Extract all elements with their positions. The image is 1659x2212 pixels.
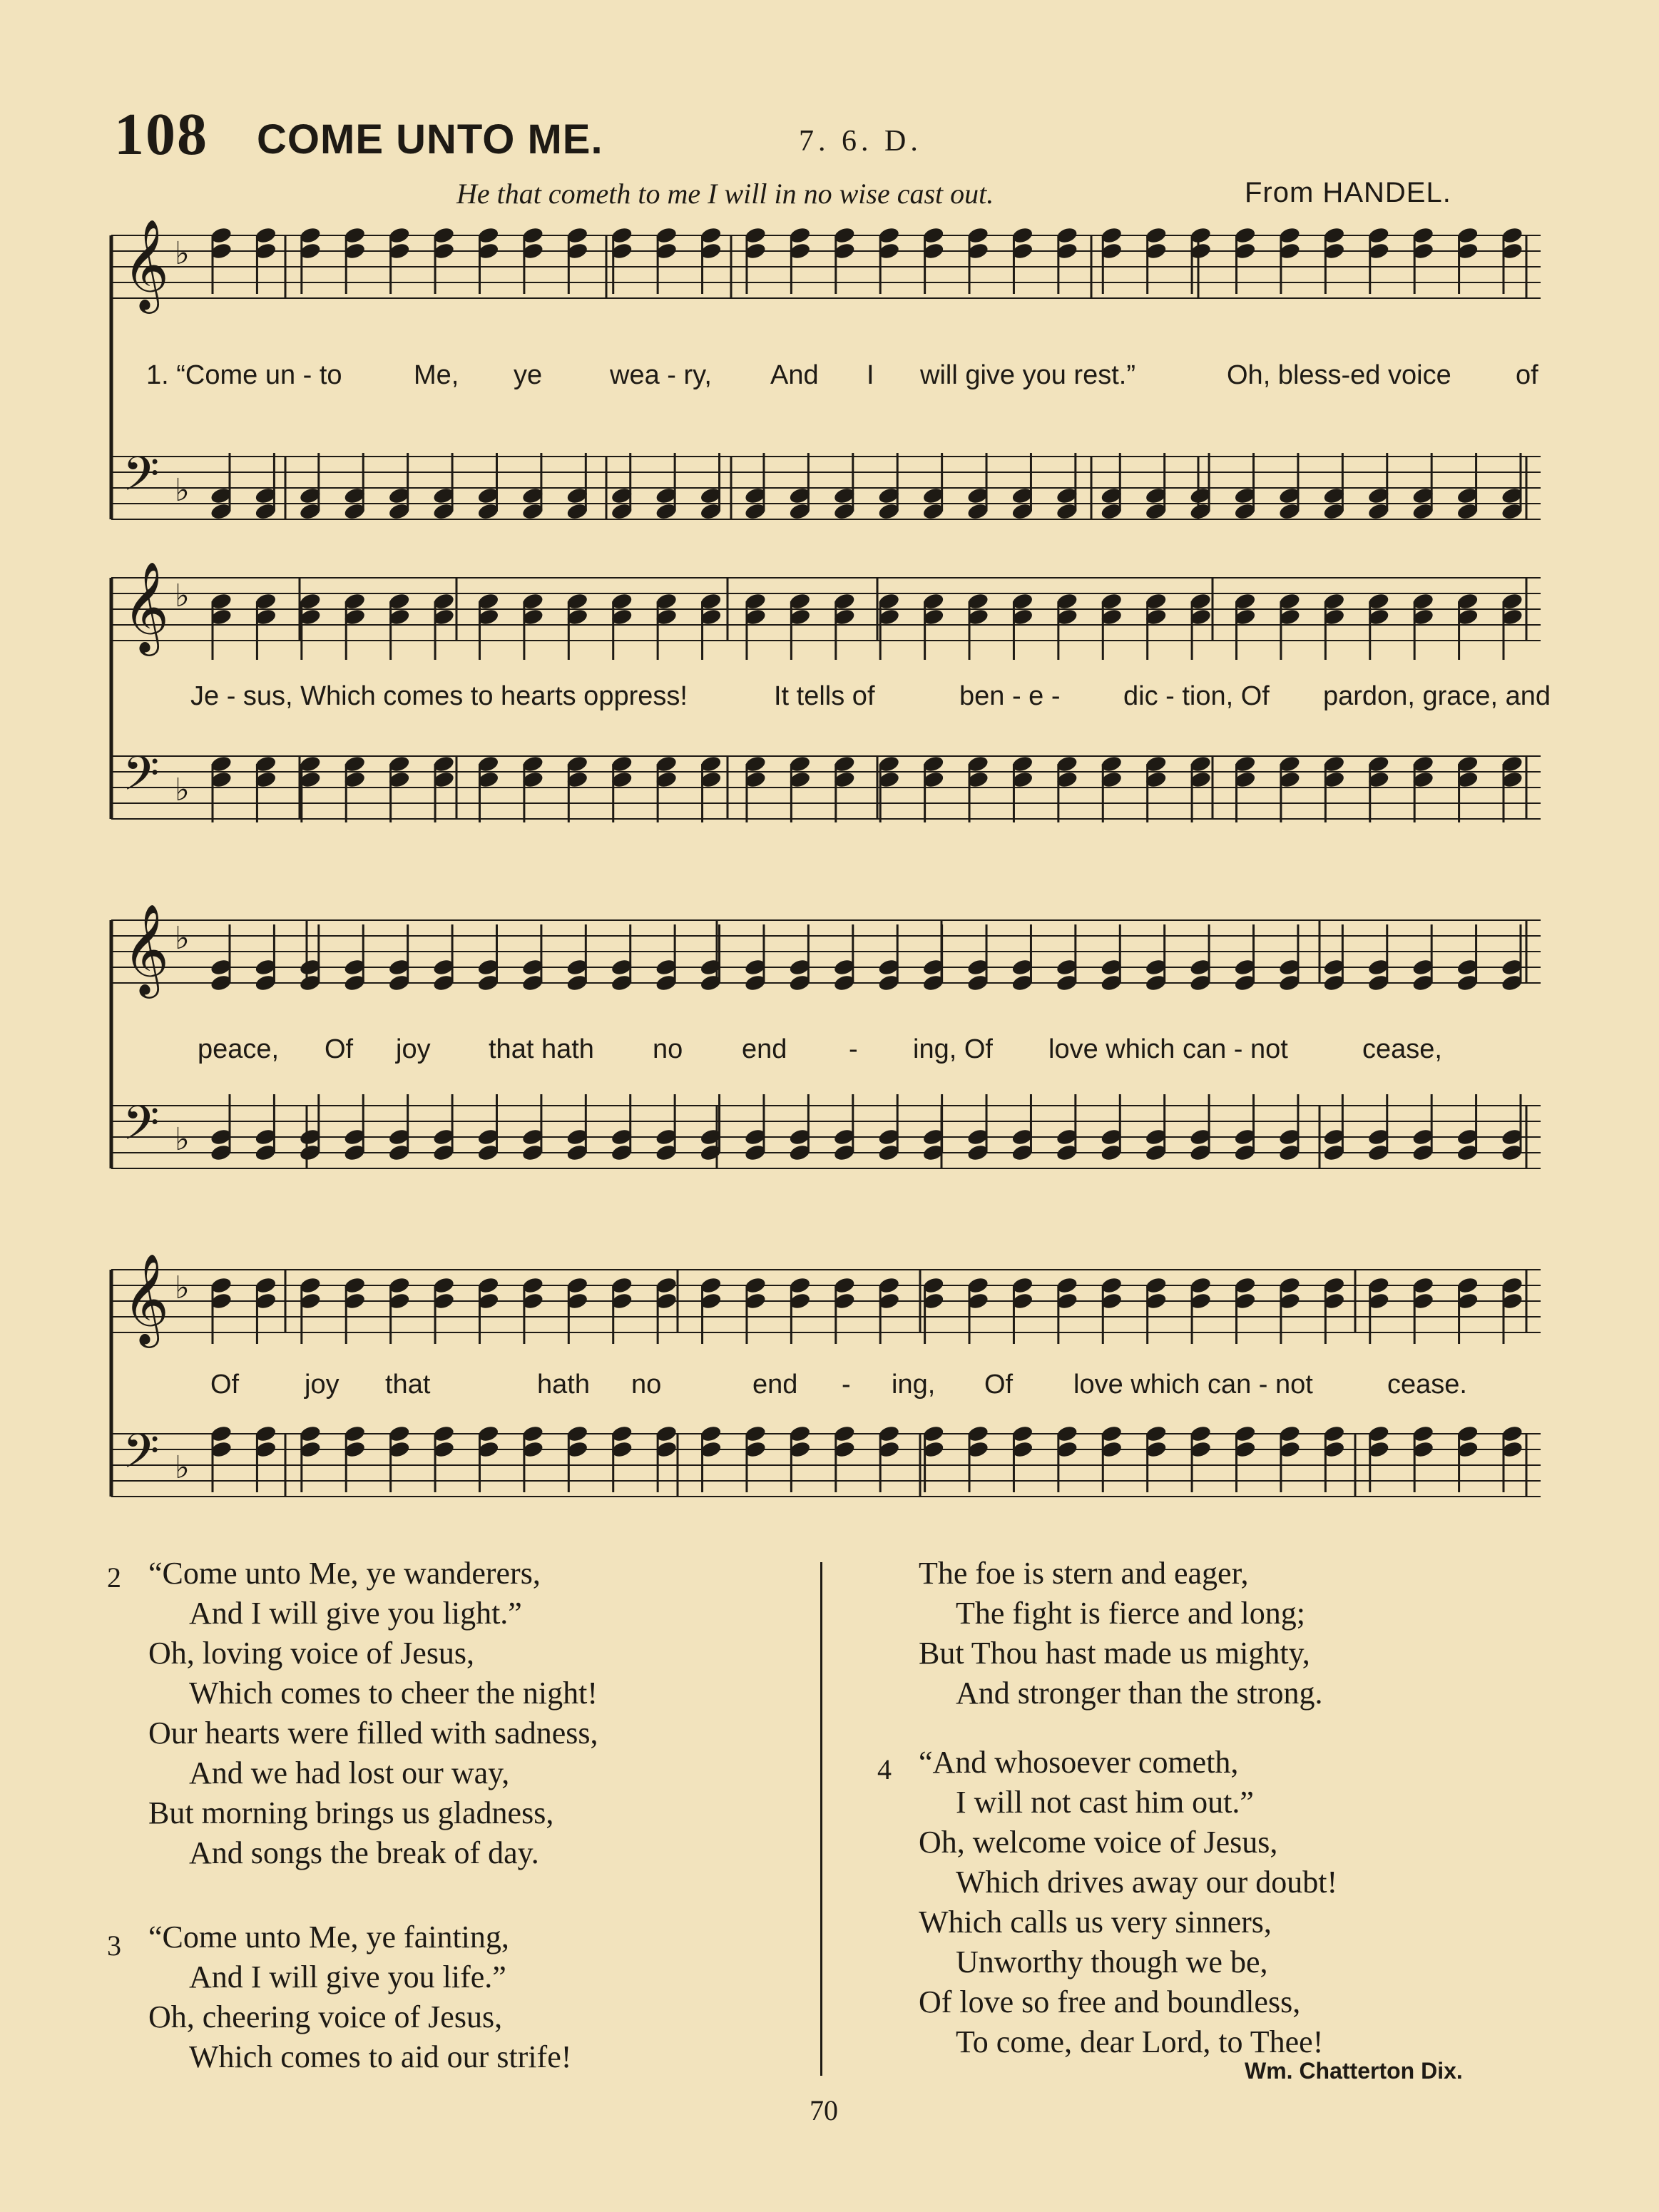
stanza-number: 3: [107, 1930, 121, 1962]
stanza-line: And I will give you light.”: [189, 1596, 522, 1631]
hymn-number: 108: [114, 101, 208, 168]
stanza-line: And I will give you life.”: [189, 1959, 506, 1994]
lyric-syllable: 1. “Come un - to: [146, 360, 342, 390]
composer-credit: From HANDEL.: [1245, 177, 1451, 208]
lyric-syllable: dic - tion, Of: [1123, 681, 1270, 711]
lyric-syllable: end: [752, 1370, 798, 1400]
treble-clef: 𝄞: [123, 903, 170, 994]
stanza-line: Our hearts were filled with sadness,: [148, 1716, 598, 1750]
lyric-syllable: Oh, bless-ed voice: [1227, 360, 1451, 390]
stanza-line: Which comes to cheer the night!: [189, 1676, 598, 1711]
lyric-syllable: love which can - not: [1048, 1034, 1288, 1064]
lyric-syllable: joy: [396, 1034, 431, 1064]
additional-verses: [107, 1555, 1555, 2097]
stanza-2: [107, 1555, 785, 1883]
lyric-syllable: cease,: [1362, 1034, 1442, 1064]
bass-clef: 𝄢: [123, 447, 160, 513]
treble-clef: 𝄞: [123, 1253, 170, 1344]
lyric-syllable: no: [631, 1370, 662, 1400]
bass-clef: 𝄢: [123, 746, 160, 812]
music-system-4: [107, 1234, 1541, 1555]
lyric-syllable: wea - ry,: [610, 360, 712, 390]
stanza-number: 2: [107, 1561, 121, 1594]
stanza-3-continued: [877, 1555, 1555, 1719]
lyric-syllable: I: [867, 360, 874, 390]
lyric-syllable: It tells of: [774, 681, 875, 711]
lyric-syllable: Of: [325, 1034, 354, 1064]
music-system-1: [107, 207, 1541, 535]
stanza-line: Oh, loving voice of Jesus,: [148, 1636, 475, 1671]
stanza-3: [107, 1919, 785, 2090]
lyric-syllable: Je - sus, Which comes to hearts oppress!: [190, 681, 688, 711]
bass-clef: 𝄢: [123, 1424, 160, 1490]
hymn-title: COME UNTO ME.: [257, 116, 603, 163]
lyric-line-1: [146, 360, 1544, 396]
lyric-syllable: Of: [984, 1370, 1014, 1400]
stanza-line: Which comes to aid our strife!: [189, 2039, 572, 2074]
lyric-syllable: of: [1516, 360, 1538, 390]
lyric-line-2: [146, 681, 1551, 717]
flat-sign: ♭: [175, 578, 190, 614]
page-number: 70: [810, 2094, 838, 2126]
stanza-line: To come, dear Lord, to Thee!: [956, 2024, 1324, 2059]
lyric-syllable: will give you rest.”: [920, 360, 1135, 390]
lyric-syllable: ben - e -: [959, 681, 1061, 711]
flat-sign: ♭: [175, 235, 190, 272]
lyric-syllable: ing,: [892, 1370, 936, 1400]
stanza-number: 4: [877, 1753, 892, 1785]
lyric-syllable: -: [849, 1034, 858, 1064]
lyric-syllable: no: [653, 1034, 683, 1064]
stanza-4: [877, 1744, 1555, 2072]
lyric-syllable: And: [770, 360, 819, 390]
lyric-syllable: that hath: [489, 1034, 594, 1064]
lyric-syllable: ye: [514, 360, 543, 390]
column-divider: [820, 1562, 822, 2076]
lyric-syllable: cease.: [1387, 1370, 1467, 1400]
stanza-line: “Come unto Me, ye wanderers,: [148, 1556, 541, 1591]
stanza-line: Unworthy though we be,: [956, 1945, 1268, 1979]
hymn-meter: 7. 6. D.: [799, 125, 922, 158]
flat-sign: ♭: [175, 1270, 190, 1306]
lyric-syllable: ing, Of: [913, 1034, 993, 1064]
flat-sign: ♭: [175, 772, 190, 808]
lyric-syllable: that: [385, 1370, 431, 1400]
lyric-syllable: Me,: [414, 360, 459, 390]
stanza-line: Which calls us very sinners,: [919, 1905, 1272, 1940]
flat-sign: ♭: [175, 1121, 190, 1158]
stanza-line: “And whosoever cometh,: [919, 1745, 1239, 1780]
lyric-line-3: [146, 1034, 1544, 1070]
lyric-line-4: [146, 1370, 1544, 1405]
stanza-line: The fight is fierce and long;: [956, 1596, 1305, 1631]
stanza-line: The foe is stern and eager,: [919, 1556, 1249, 1591]
lyric-syllable: -: [842, 1370, 851, 1400]
stanza-line: And stronger than the strong.: [956, 1676, 1323, 1711]
stanza-line: “Come unto Me, ye fainting,: [148, 1920, 509, 1954]
stanza-line: Which drives away our doubt!: [956, 1865, 1338, 1900]
flat-sign: ♭: [175, 1449, 190, 1486]
stanza-line: And songs the break of day.: [189, 1835, 539, 1870]
flat-sign: ♭: [175, 472, 190, 509]
stanza-line: Of love so free and boundless,: [919, 1984, 1301, 2019]
stanza-line: And we had lost our way,: [189, 1755, 510, 1790]
lyric-syllable: end: [742, 1034, 787, 1064]
stanza-line: Oh, cheering voice of Jesus,: [148, 1999, 503, 2034]
epigraph: He that cometh to me I will in no wise cast out.: [456, 178, 994, 210]
music-system-2: [107, 549, 1551, 877]
stanza-line: But morning brings us gladness,: [148, 1795, 554, 1830]
lyric-syllable: hath: [537, 1370, 590, 1400]
flat-sign: ♭: [175, 920, 190, 957]
music-system-3: [107, 892, 1541, 1220]
bass-clef: 𝄢: [123, 1096, 160, 1162]
treble-clef: 𝄞: [123, 561, 170, 652]
lyric-syllable: pardon, grace, and: [1323, 681, 1551, 711]
lyric-syllable: love which can - not: [1073, 1370, 1313, 1400]
author-credit: Wm. Chatterton Dix.: [1245, 2058, 1463, 2084]
treble-clef: 𝄞: [123, 218, 170, 310]
stanza-line: I will not cast him out.”: [956, 1785, 1254, 1820]
lyric-syllable: joy: [305, 1370, 340, 1400]
lyric-syllable: peace,: [198, 1034, 280, 1064]
stanza-line: But Thou hast made us mighty,: [919, 1636, 1310, 1671]
lyric-syllable: Of: [210, 1370, 240, 1400]
stanza-line: Oh, welcome voice of Jesus,: [919, 1825, 1278, 1860]
